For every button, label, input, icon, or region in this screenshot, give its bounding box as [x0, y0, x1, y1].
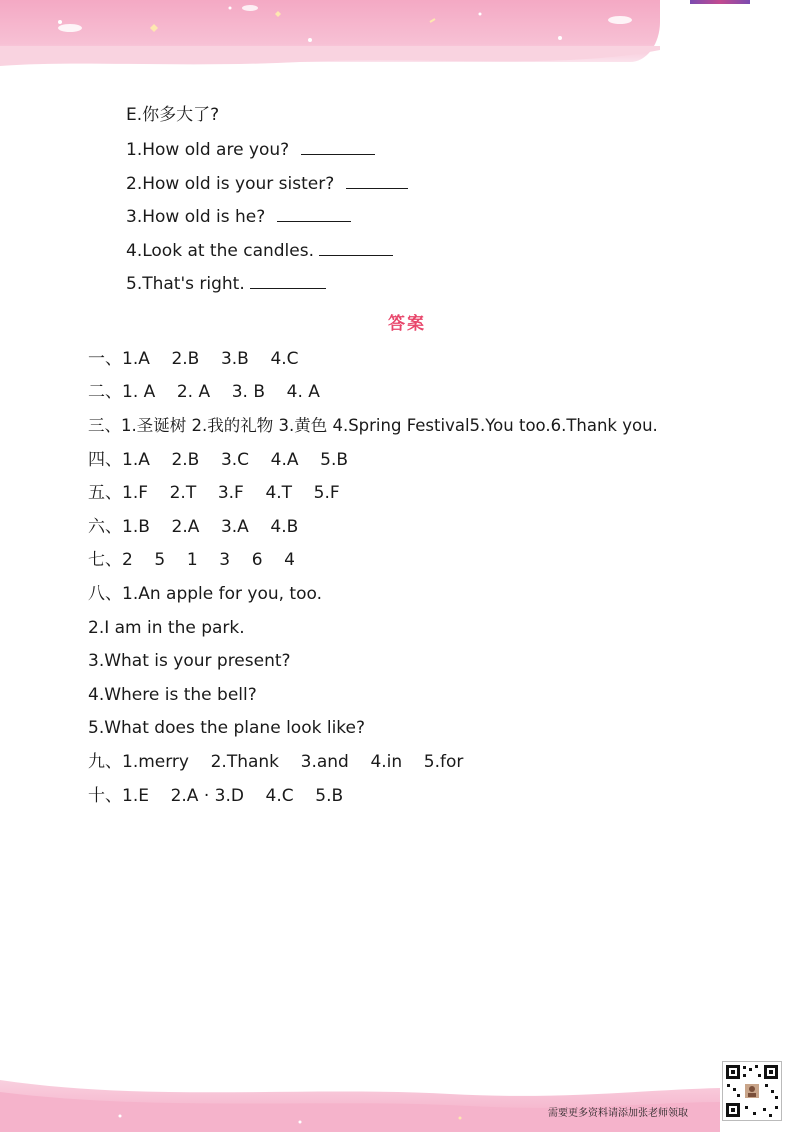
answer-line: 5.What does the plane look like? — [88, 718, 366, 738]
qr-code-icon — [723, 1062, 781, 1120]
answer-line: 三、1.圣诞树 2.我的礼物 3.黄色 4.Spring Festival5.You too.6.Thank you. — [88, 416, 658, 435]
answer-blank[interactable] — [301, 138, 375, 155]
exercise-e-item-text: 5.That's right. — [126, 274, 245, 294]
exercise-e-item — [126, 272, 326, 295]
bottom-banner — [0, 1072, 800, 1132]
answer-line: 五、1.F 2.T 3.F 4.T 5.F — [88, 483, 340, 503]
banner-sparkles — [0, 0, 660, 62]
qr-code — [722, 1061, 782, 1121]
answer-line: 四、1.A 2.B 3.C 4.A 5.B — [88, 450, 349, 470]
answer-line: 九、1.merry 2.Thank 3.and 4.in 5.for — [88, 752, 464, 772]
answer-blank[interactable] — [250, 272, 326, 289]
exercise-e-item — [126, 239, 393, 262]
answer-blank[interactable] — [319, 239, 393, 256]
exercise-e-item — [126, 172, 408, 195]
exercise-e-item-text: 1.How old are you? — [126, 140, 290, 160]
exercise-e-item — [126, 138, 375, 161]
answer-line: 2.I am in the park. — [88, 618, 245, 638]
answer-blank[interactable] — [277, 205, 351, 222]
answer-line: 八、1.An apple for you, too. — [88, 584, 323, 604]
exercise-e-item-text: 2.How old is your sister? — [126, 174, 335, 194]
answer-line: 十、1.E 2.A · 3.D 4.C 5.B — [88, 786, 344, 806]
answer-line: 二、1. A 2. A 3. B 4. A — [88, 382, 320, 402]
answers-heading: 答案 — [388, 314, 426, 334]
top-right-area — [660, 0, 800, 52]
footer-note: 需要更多资料请添加张老师领取 — [548, 1108, 688, 1119]
answer-line: 一、1.A 2.B 3.B 4.C — [88, 349, 299, 369]
top-right-decor — [690, 0, 750, 4]
exercise-e-item-text: 3.How old is he? — [126, 207, 266, 227]
exercise-e-item — [126, 205, 351, 228]
exercise-e-item-text: 4.Look at the candles. — [126, 241, 315, 261]
answer-line: 4.Where is the bell? — [88, 685, 257, 705]
answer-line: 六、1.B 2.A 3.A 4.B — [88, 517, 299, 537]
answer-line: 3.What is your present? — [88, 651, 291, 671]
answer-blank[interactable] — [346, 172, 408, 189]
answer-line: 七、2 5 1 3 6 4 — [88, 550, 295, 570]
exercise-e-heading: E.你多大了? — [126, 105, 220, 125]
